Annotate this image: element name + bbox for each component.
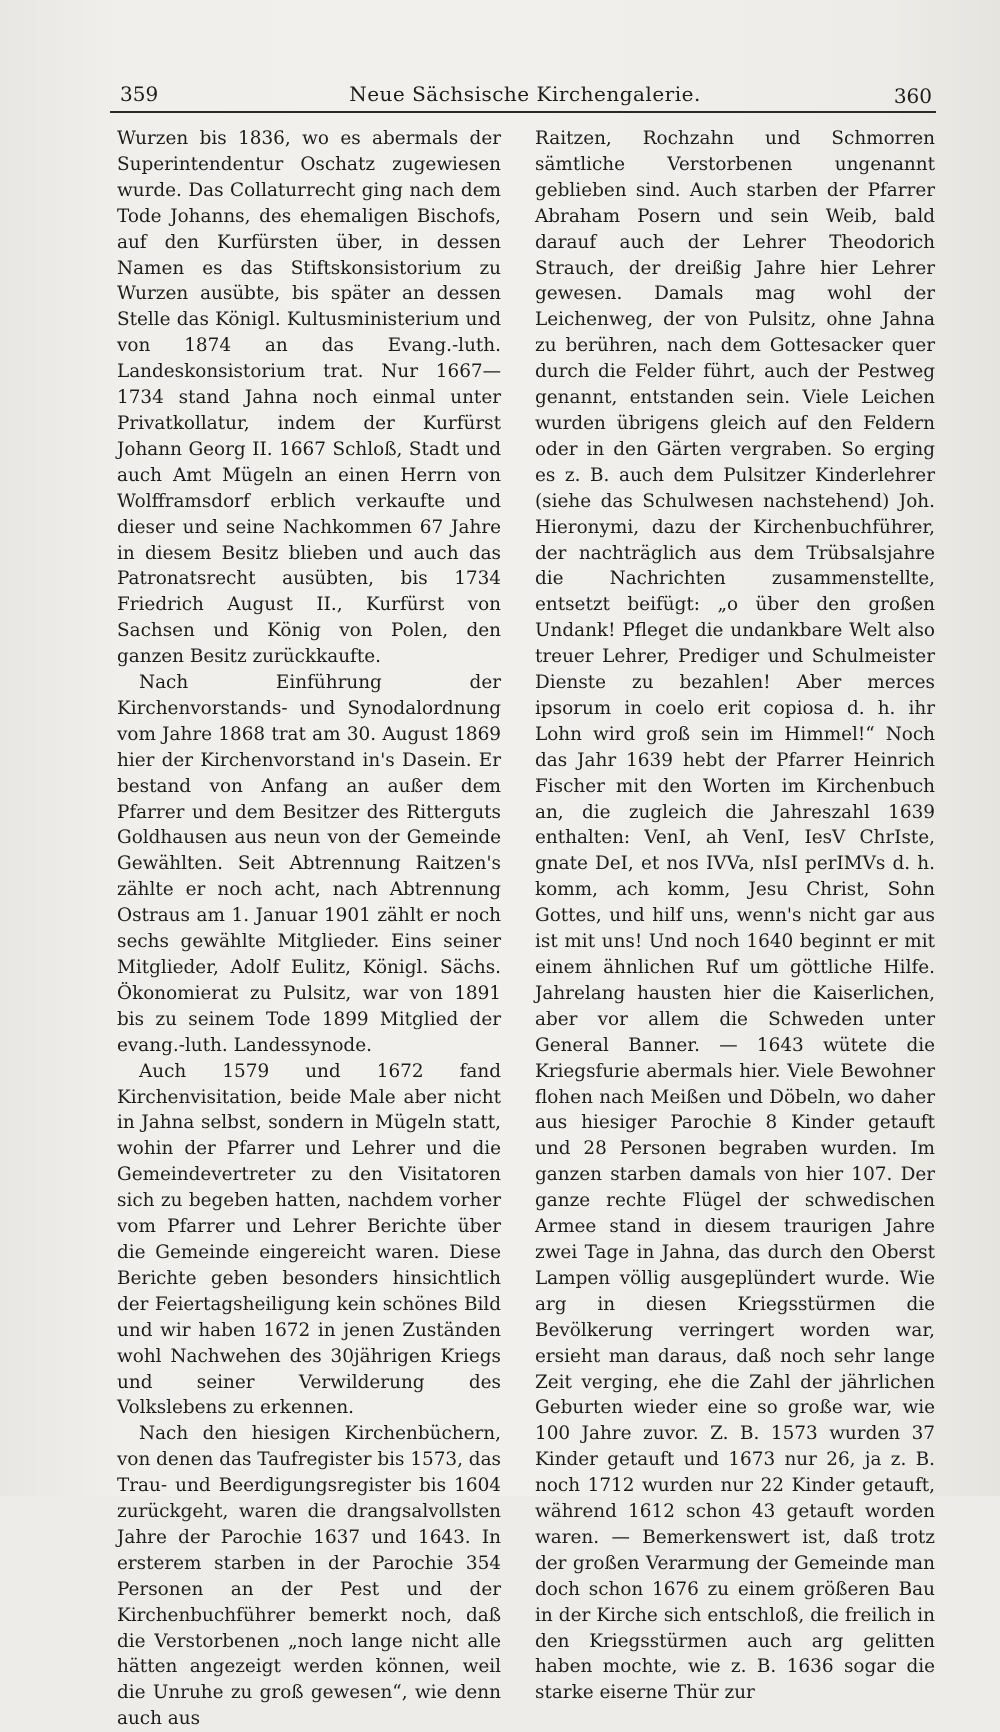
paragraph: Wurzen bis 1836, wo es abermals der Superintendentur Oschatz zugewiesen wurde. Das Collaturrecht ging nach dem Tode Johanns, des ehemaligen Bischofs, auf den Kurfürsten über, in dessen Namen es das Stiftskonsistorium zu Wurzen ausübte, bis später an dessen Stelle das Königl. Kultusministerium und von 1874 an das Evang.-luth. Landeskonsistorium trat. Nur 1667—1734 stand Jahna noch einmal unter Privatkollatur, indem der Kurfürst Johann Georg II. 1667 Schloß, Stadt und auch Amt Mügeln an einen Herrn von Wolfframsdorf erblich verkaufte und dieser und seine Nachkommen 67 Jahre in diesem Besitz blieben und auch das Patronatsrecht ausübten, bis 1734 Friedrich August II., Kurfürst von Sachsen und König von Polen, den ganzen Besitz zurückkaufte. bbox=[117, 128, 501, 668]
right-column bbox=[535, 126, 935, 1706]
paragraph: Auch 1579 und 1672 fand Kirchenvisitation, beide Male aber nicht in Jahna selbst, sondern in Mügeln statt, wohin der Pfarrer und Lehrer und die Gemeindevertreter zu den Visitatoren sich zu begeben hatten, nachdem vorher vom Pfarrer und Lehrer Berichte über die Gemeinde eingereicht waren. Diese Berichte geben besonders hinsichtlich der Feiertagsheiligung kein schönes Bild und wir haben 1672 in jenen Zuständen wohl Nachwehen des 30jährigen Kriegs und seiner Verwilderung des Volkslebens zu erkennen. bbox=[117, 1060, 501, 1419]
paragraph: Nach den hiesigen Kirchenbüchern, von denen das Taufregister bis 1573, das Trau- und Beerdigungsregister bis 1604 zurückgeht, waren die drangsalvollsten Jahre der Parochie 1637 und 1643. In ersterem starben in der Parochie 354 Personen an der Pest und der Kirchenbuchführer bemerkt noch, daß die Verstorbenen „noch lange nicht alle hätten angezeigt werden können, weil die Unruhe zu groß gewesen“, wie denn auch aus bbox=[117, 1423, 501, 1730]
running-title: Neue Sächsische Kirchengalerie. bbox=[349, 82, 701, 106]
page-header bbox=[110, 80, 940, 114]
left-column bbox=[117, 126, 501, 1732]
page-number-right: 360 bbox=[893, 84, 932, 108]
paragraph: Nach Einführung der Kirchenvorstands- und Synodalordnung vom Jahre 1868 trat am 30. August 1869 hier der Kirchenvorstand in's Dasein. Er bestand von Anfang an außer dem Pfarrer und dem Besitzer des Ritterguts Goldhausen aus neun von der Gemeinde Gewählten. Seit Abtrennung Raitzen's zählte er noch acht, nach Abtrennung Ostraus am 1. Januar 1901 zählt er noch sechs gewählte Mitglieder. Eins seiner Mitglieder, Adolf Eulitz, Königl. Sächs. Ökonomierat zu Pulsitz, war von 1891 bis zu seinem Tode 1899 Mitglied der evang.-luth. Landessynode. bbox=[117, 672, 501, 1056]
header-rule bbox=[110, 111, 936, 113]
paragraph: Raitzen, Rochzahn und Schmorren sämtliche Verstorbenen ungenannt geblieben sind. Auch starben der Pfarrer Abraham Posern und sein Weib, bald darauf auch der Lehrer Theodorich Strauch, der dreißig Jahre hier Lehrer gewesen. Damals mag wohl der Leichenweg, der von Pulsitz, ohne Jahna zu berühren, nach dem Gottesacker quer durch die Felder führt, auch der Pestweg genannt, entstanden sein. Viele Leichen wurden übrigens gleich auf den Feldern oder in den Gärten vergraben. So erging es z. B. auch dem Pulsitzer Kinderlehrer (siehe das Schulwesen nachstehend) Joh. Hieronymi, dazu der Kirchenbuchführer, der nachträglich aus dem Trübsalsjahre die Nachrichten zusammenstellte, entsetzt beifügt: „o über den großen Undank! Pfleget die undankbare Welt also treuer Lehrer, Prediger und Schulmeister Dienste zu bezahlen! Aber merces ipsorum in coelo erit copiosa d. h. ihr Lohn wird groß sein im Himmel!“ Noch das Jahr 1639 hebt der Pfarrer Heinrich Fischer mit den Worten im Kirchenbuch an, die zugleich die Jahreszahl 1639 enthalten: VenI, ah VenI, IesV ChrIste, gnate DeI, et nos IVVa, nIsI perIMVs d. h. komm, ach komm, Jesu Christ, Sohn Gottes, und hilf uns, wenn's nicht gar aus ist mit uns! Und noch 1640 beginnt er mit einem ähnlichen Ruf um göttliche Hilfe. Jahrelang hausten hier die Kaiserlichen, aber vor allem die Schweden unter General Banner. — 1643 wütete die Kriegsfurie abermals hier. Viele Bewohner flohen nach Meißen und Döbeln, wo daher aus hiesiger Parochie 8 Kinder getauft und 28 Personen begraben wurden. Im ganzen starben damals von hier 107. Der ganze rechte Flügel der schwedischen Armee stand in diesem traurigen Jahre zwei Tage in Jahna, das durch den Oberst Lampen völlig ausgeplündert wurde. Wie arg in diesen Kriegsstürmen die Bevölkerung verringert worden war, ersieht man daraus, daß noch sehr lange Zeit verging, ehe die Zahl der jährlichen Geburten wieder eine so große war, wie 100 Jahre zuvor. Z. B. 1573 wurden 37 Kinder getauft und 1673 nur 26, ja z. B. noch 1712 wurden nur 22 Kinder getauft, während 1612 schon 43 getauft worden waren. — Bemerkenswert ist, daß trotz der großen Verarmung der Gemeinde man doch schon 1676 zu einem größeren Bau in der Kirche sich entschloß, die freilich in den Kriegsstürmen auch arg gelitten haben mochte, wie z. B. 1636 sogar die starke eiserne Thür zur bbox=[535, 128, 935, 1704]
page-number-left: 359 bbox=[120, 82, 159, 106]
